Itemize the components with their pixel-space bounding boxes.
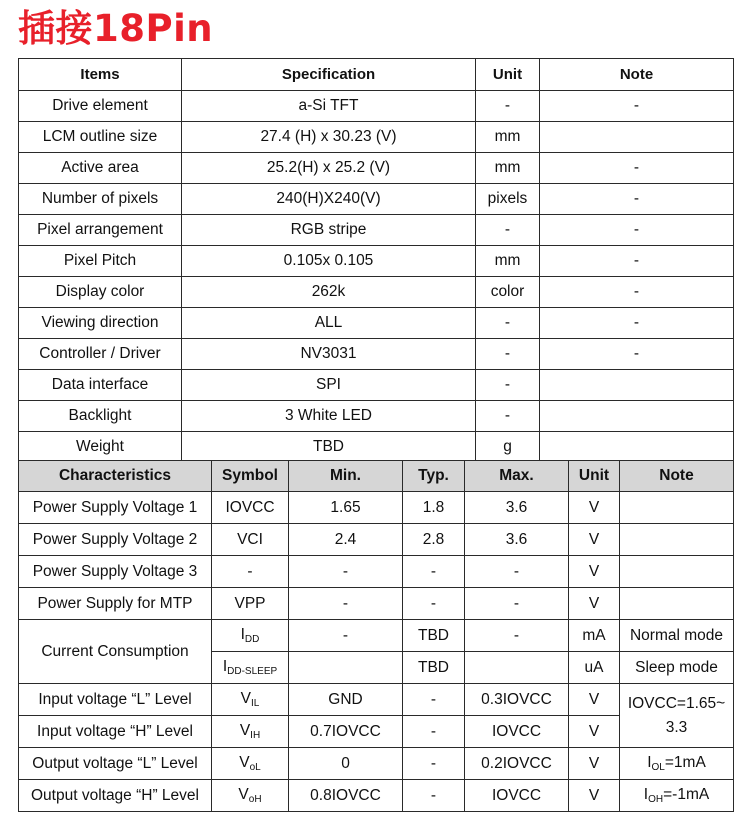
table-row-input-low	[19, 684, 734, 716]
cell-max: -	[465, 588, 569, 620]
cell-note: -	[540, 91, 734, 122]
cell-note: -	[540, 184, 734, 215]
cell-symbol	[212, 684, 289, 716]
cell-note	[540, 370, 734, 401]
cell-note	[540, 122, 734, 153]
cell-note: Normal mode	[620, 620, 734, 652]
cell-unit: -	[476, 91, 540, 122]
cell-item: Viewing direction	[19, 308, 182, 339]
cell-item: Backlight	[19, 401, 182, 432]
symbol-subscript: IH	[250, 730, 261, 741]
page-title: 插接18Pin	[18, 7, 214, 50]
cell-typ: -	[403, 716, 465, 748]
cell-note: -	[540, 153, 734, 184]
cell-item: Pixel Pitch	[19, 246, 182, 277]
cell-characteristic: Power Supply for MTP	[19, 588, 212, 620]
table-row-output-low	[19, 748, 734, 780]
cell-item: Active area	[19, 153, 182, 184]
cell-min: -	[289, 588, 403, 620]
cell-specification: RGB stripe	[182, 215, 476, 246]
cell-max: IOVCC	[465, 716, 569, 748]
char-header-row	[19, 461, 734, 492]
cell-typ: -	[403, 588, 465, 620]
symbol-main: V	[239, 722, 251, 739]
table-row	[19, 524, 734, 556]
cell-specification: TBD	[182, 432, 476, 463]
cell-item: Pixel arrangement	[19, 215, 182, 246]
cell-symbol: VCI	[212, 524, 289, 556]
cell-item: Data interface	[19, 370, 182, 401]
symbol-main: V	[239, 754, 250, 771]
cell-unit: -	[476, 339, 540, 370]
note-rest: =1mA	[664, 754, 706, 771]
cell-typ: -	[403, 780, 465, 812]
specification-table	[18, 58, 734, 463]
cell-unit: V	[569, 780, 620, 812]
table-row	[19, 370, 734, 401]
cell-note: Sleep mode	[620, 652, 734, 684]
cell-symbol: VPP	[212, 588, 289, 620]
table-row	[19, 588, 734, 620]
cell-unit: mm	[476, 153, 540, 184]
cell-note: -	[540, 339, 734, 370]
symbol-subscript: DD-SLEEP	[227, 666, 278, 677]
cell-unit: V	[569, 492, 620, 524]
cell-unit: -	[476, 370, 540, 401]
cell-note	[540, 401, 734, 432]
symbol-subscript: oL	[249, 762, 261, 773]
cell-note-input: IOVCC=1.65~ 3.3	[620, 684, 734, 748]
symbol-main: I	[222, 658, 228, 675]
cell-note	[620, 524, 734, 556]
cell-unit: mm	[476, 246, 540, 277]
cell-typ: 2.8	[403, 524, 465, 556]
table-row	[19, 184, 734, 215]
cell-characteristic: Input voltage “H” Level	[19, 716, 212, 748]
cell-max: IOVCC	[465, 780, 569, 812]
cell-min: 0.7IOVCC	[289, 716, 403, 748]
cell-item: Number of pixels	[19, 184, 182, 215]
cell-unit: V	[569, 748, 620, 780]
cell-min: -	[289, 556, 403, 588]
cell-note: -	[540, 246, 734, 277]
cell-unit: mA	[569, 620, 620, 652]
cell-unit: V	[569, 588, 620, 620]
cell-typ: -	[403, 748, 465, 780]
cell-note	[620, 780, 734, 812]
cell-symbol	[212, 716, 289, 748]
table-row	[19, 492, 734, 524]
cell-typ: -	[403, 684, 465, 716]
cell-unit: mm	[476, 122, 540, 153]
cell-typ: TBD	[403, 652, 465, 684]
cell-max: 3.6	[465, 492, 569, 524]
cell-typ: -	[403, 556, 465, 588]
cell-characteristic: Output voltage “H” Level	[19, 780, 212, 812]
cell-unit: -	[476, 215, 540, 246]
cell-note: -	[540, 277, 734, 308]
cell-item: Controller / Driver	[19, 339, 182, 370]
header-characteristics: Characteristics	[19, 461, 212, 492]
cell-min: 2.4	[289, 524, 403, 556]
table-row	[19, 556, 734, 588]
cell-characteristic: Input voltage “L” Level	[19, 684, 212, 716]
header-max: Max.	[465, 461, 569, 492]
symbol-main: V	[238, 786, 249, 803]
cell-item: LCM outline size	[19, 122, 182, 153]
cell-note: -	[540, 215, 734, 246]
note-main: I	[647, 754, 652, 771]
header-min: Min.	[289, 461, 403, 492]
cell-max: 0.3IOVCC	[465, 684, 569, 716]
spec-header-row	[19, 59, 734, 91]
header-note: Note	[620, 461, 734, 492]
cell-unit: uA	[569, 652, 620, 684]
cell-note	[620, 748, 734, 780]
cell-unit: g	[476, 432, 540, 463]
header-typ: Typ.	[403, 461, 465, 492]
table-row	[19, 153, 734, 184]
cell-unit: V	[569, 716, 620, 748]
note-main: I	[643, 786, 649, 803]
cell-max: -	[465, 620, 569, 652]
note-subscript: OH	[648, 794, 664, 805]
cell-min: 1.65	[289, 492, 403, 524]
header-unit: Unit	[476, 59, 540, 91]
cell-unit: V	[569, 556, 620, 588]
symbol-main: V	[240, 690, 251, 707]
spec-table-body	[19, 91, 734, 463]
header-specification: Specification	[182, 59, 476, 91]
characteristics-table	[18, 460, 734, 812]
cell-min: GND	[289, 684, 403, 716]
table-row	[19, 122, 734, 153]
cell-symbol	[212, 748, 289, 780]
cell-max: -	[465, 556, 569, 588]
cell-symbol: -	[212, 556, 289, 588]
cell-note	[620, 556, 734, 588]
cell-specification: NV3031	[182, 339, 476, 370]
cell-typ: 1.8	[403, 492, 465, 524]
cell-min: -	[289, 620, 403, 652]
table-row	[19, 277, 734, 308]
symbol-subscript: IL	[251, 698, 260, 709]
cell-note: -	[540, 308, 734, 339]
cell-specification: a-Si TFT	[182, 91, 476, 122]
table-row	[19, 401, 734, 432]
cell-unit: -	[476, 308, 540, 339]
cell-symbol: IOVCC	[212, 492, 289, 524]
cell-specification: 0.105x 0.105	[182, 246, 476, 277]
table-row-output-high	[19, 780, 734, 812]
cell-unit: color	[476, 277, 540, 308]
cell-min: 0	[289, 748, 403, 780]
cell-characteristic: Power Supply Voltage 3	[19, 556, 212, 588]
table-row	[19, 215, 734, 246]
cell-note	[620, 588, 734, 620]
header-unit: Unit	[569, 461, 620, 492]
cell-symbol	[212, 780, 289, 812]
table-row	[19, 308, 734, 339]
cell-characteristic: Power Supply Voltage 1	[19, 492, 212, 524]
cell-item: Display color	[19, 277, 182, 308]
cell-typ: TBD	[403, 620, 465, 652]
cell-characteristic: Current Consumption	[19, 620, 212, 684]
cell-max: 0.2IOVCC	[465, 748, 569, 780]
table-row	[19, 246, 734, 277]
table-row-current-normal	[19, 620, 734, 652]
cell-unit: V	[569, 524, 620, 556]
cell-min: 0.8IOVCC	[289, 780, 403, 812]
cell-note	[540, 432, 734, 463]
header-symbol: Symbol	[212, 461, 289, 492]
cell-specification: 240(H)X240(V)	[182, 184, 476, 215]
cell-unit: V	[569, 684, 620, 716]
note-rest: =-1mA	[663, 786, 710, 803]
cell-specification: 3 White LED	[182, 401, 476, 432]
cell-item: Weight	[19, 432, 182, 463]
cell-item: Drive element	[19, 91, 182, 122]
cell-characteristic: Power Supply Voltage 2	[19, 524, 212, 556]
symbol-subscript: DD	[244, 634, 260, 645]
cell-symbol	[212, 652, 289, 684]
cell-max	[465, 652, 569, 684]
cell-specification: 25.2(H) x 25.2 (V)	[182, 153, 476, 184]
header-items: Items	[19, 59, 182, 91]
cell-note	[620, 492, 734, 524]
header-note: Note	[540, 59, 734, 91]
table-row	[19, 339, 734, 370]
cell-symbol	[212, 620, 289, 652]
table-row	[19, 91, 734, 122]
cell-specification: SPI	[182, 370, 476, 401]
cell-characteristic: Output voltage “L” Level	[19, 748, 212, 780]
cell-min	[289, 652, 403, 684]
char-table-body	[19, 492, 734, 812]
symbol-subscript: oH	[248, 794, 262, 805]
note-subscript: OL	[651, 762, 665, 773]
cell-specification: ALL	[182, 308, 476, 339]
cell-specification: 27.4 (H) x 30.23 (V)	[182, 122, 476, 153]
table-row	[19, 432, 734, 463]
cell-specification: 262k	[182, 277, 476, 308]
cell-max: 3.6	[465, 524, 569, 556]
symbol-main: I	[240, 626, 245, 643]
cell-unit: -	[476, 401, 540, 432]
cell-unit: pixels	[476, 184, 540, 215]
